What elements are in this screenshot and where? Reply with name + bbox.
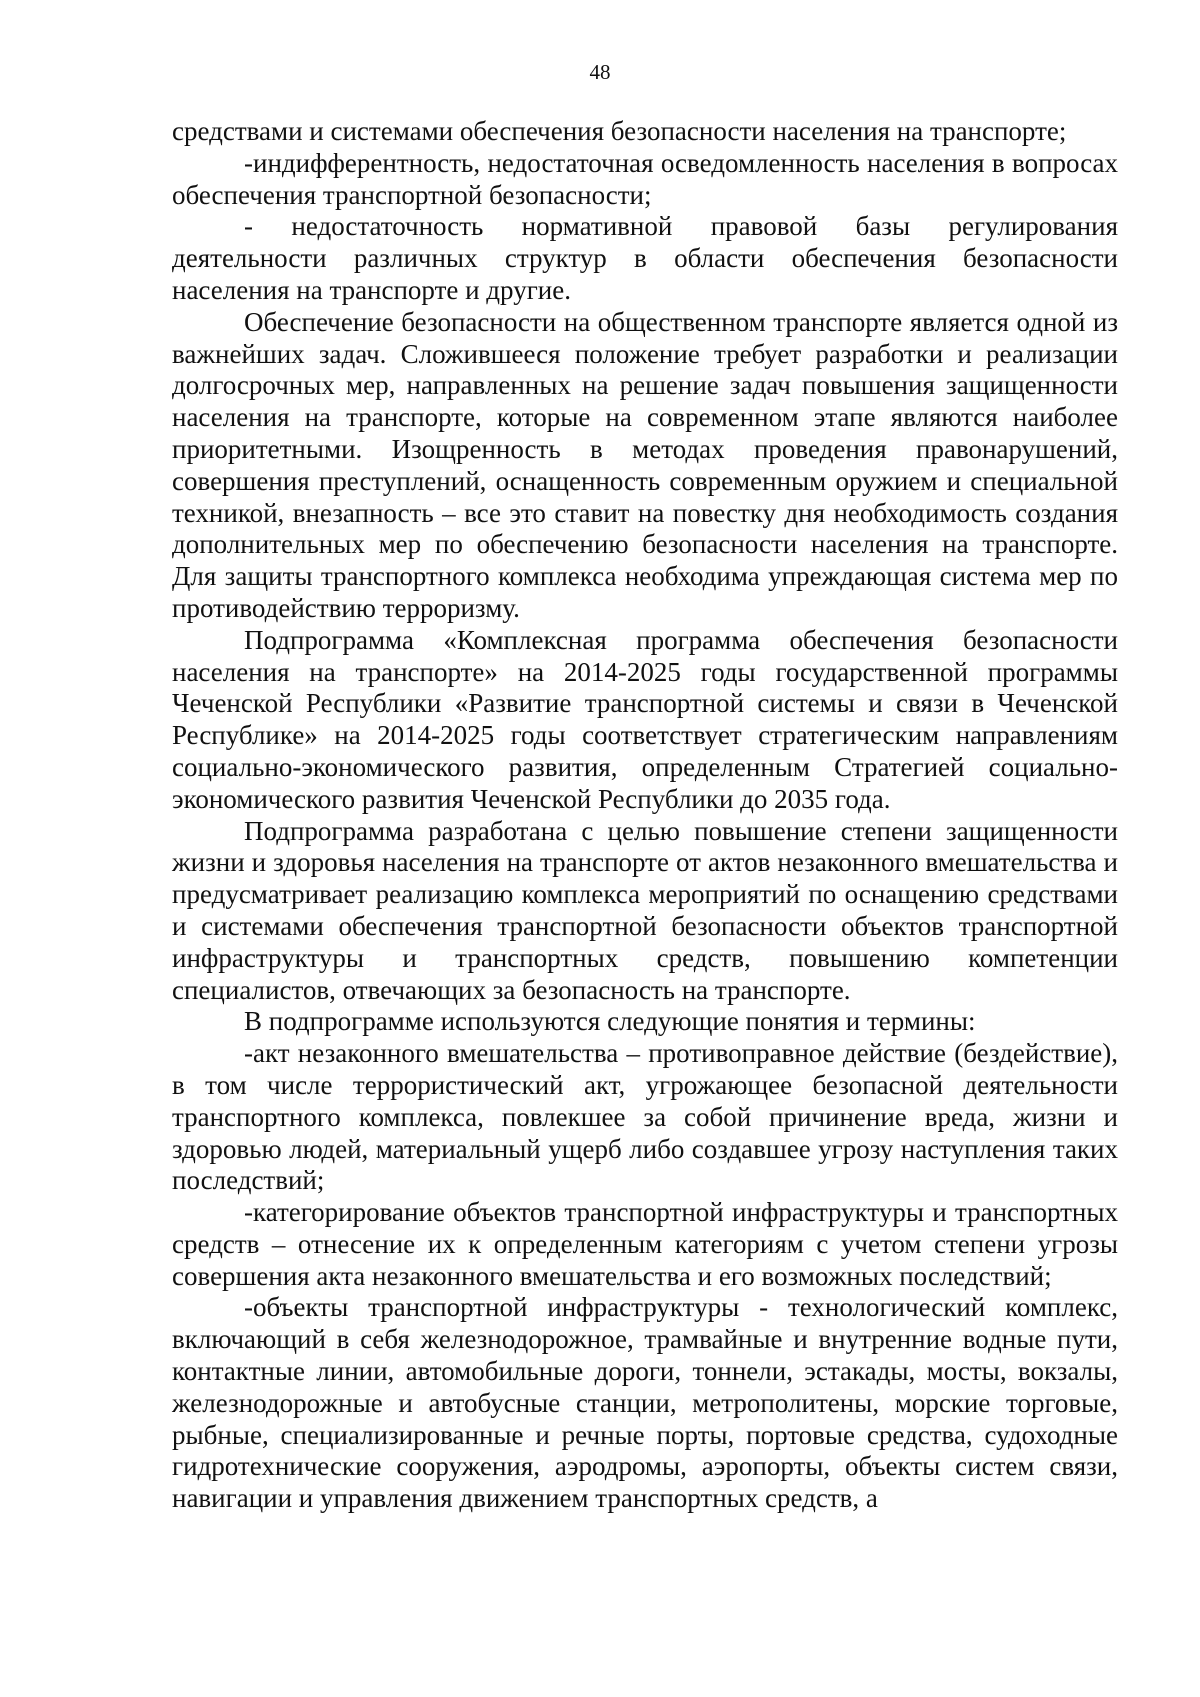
paragraph-subprogram-purpose: Подпрограмма разработана с целью повышение степени защищенности жизни и здоровья населения на транспорте от актов незаконного вмешательства и предусматривает реализацию комплекса мероприятий по оснащению средствами и системами обеспечения транспортной безопасности объектов транспортной инфраструктуры и транспортных средств, повышению компетенции специалистов, отвечающих за безопасность на транспорте. <box>172 815 1118 1005</box>
list-item-legal-base: - недостаточность нормативной правовой базы регулирования деятельности различных структур в области обеспечения безопасности населения на транспорте и другие. <box>172 211 1118 305</box>
page-number: 48 <box>589 60 611 84</box>
term-categorization: -категорирование объектов транспортной инфраструктуры и транспортных средств – отнесение их к определенным категориям с учетом степени угрозы совершения акта незаконного вмешательства и его возможных последствий; <box>172 1197 1118 1291</box>
paragraph-continuation: средствами и системами обеспечения безопасности населения на транспорте; <box>172 116 1067 146</box>
paragraph-subprogram-strategy: Подпрограмма «Комплексная программа обеспечения безопасности населения на транспорте» на 2014-2025 годы государственной программы Чеченской Республики «Развитие транспортной системы и связи в Чеченской Республике» на 2014-2025 годы соответствует стратегическим направлениям социально-экономического развития, определенным Стратегией социально-экономического развития Чеченской Республики до 2035 года. <box>172 624 1118 814</box>
body-text <box>172 116 1118 1515</box>
term-unlawful-interference: -акт незаконного вмешательства – противоправное действие (бездействие), в том числе террористический акт, угрожающее безопасной деятельности транспортного комплекса, повлекшее за собой причинение вреда, жизни и здоровью людей, материальный ущерб либо создавшее угрозу наступления таких последствий; <box>172 1038 1118 1196</box>
paragraph-security-priority: Обеспечение безопасности на общественном транспорте является одной из важнейших задач. Сложившееся положение требует разработки и реализации долгосрочных мер, направленных на решение задач повышения защищенности населения на транспорте, которые на современном этапе являются наиболее приоритетными. Изощренность в методах проведения правонарушений, совершения преступлений, оснащенность современным оружием и специальной техникой, внезапность – все это ставит на повестку дня необходимость создания дополнительных мер по обеспечению безопасности населения на транспорте. Для защиты транспортного комплекса необходима упреждающая система мер по противодействию терроризму. <box>172 306 1118 623</box>
list-item-indifference: -индифферентность, недостаточная осведомленность населения в вопросах обеспечения транспортной безопасности; <box>172 147 1118 210</box>
term-infrastructure-objects: -объекты транспортной инфраструктуры - технологический комплекс, включающий в себя железнодорожное, трамвайные и внутренние водные пути, контактные линии, автомобильные дороги, тоннели, эстакады, мосты, вокзалы, железнодорожные и автобусные станции, метрополитены, морские торговые, рыбные, специализированные и речные порты, портовые средства, судоходные гидротехнические сооружения, аэродромы, аэропорты, объекты систем связи, навигации и управления движением транспортных средств, а <box>172 1292 1118 1514</box>
paragraph-terms-intro: В подпрограмме используются следующие понятия и термины: <box>244 1006 976 1037</box>
